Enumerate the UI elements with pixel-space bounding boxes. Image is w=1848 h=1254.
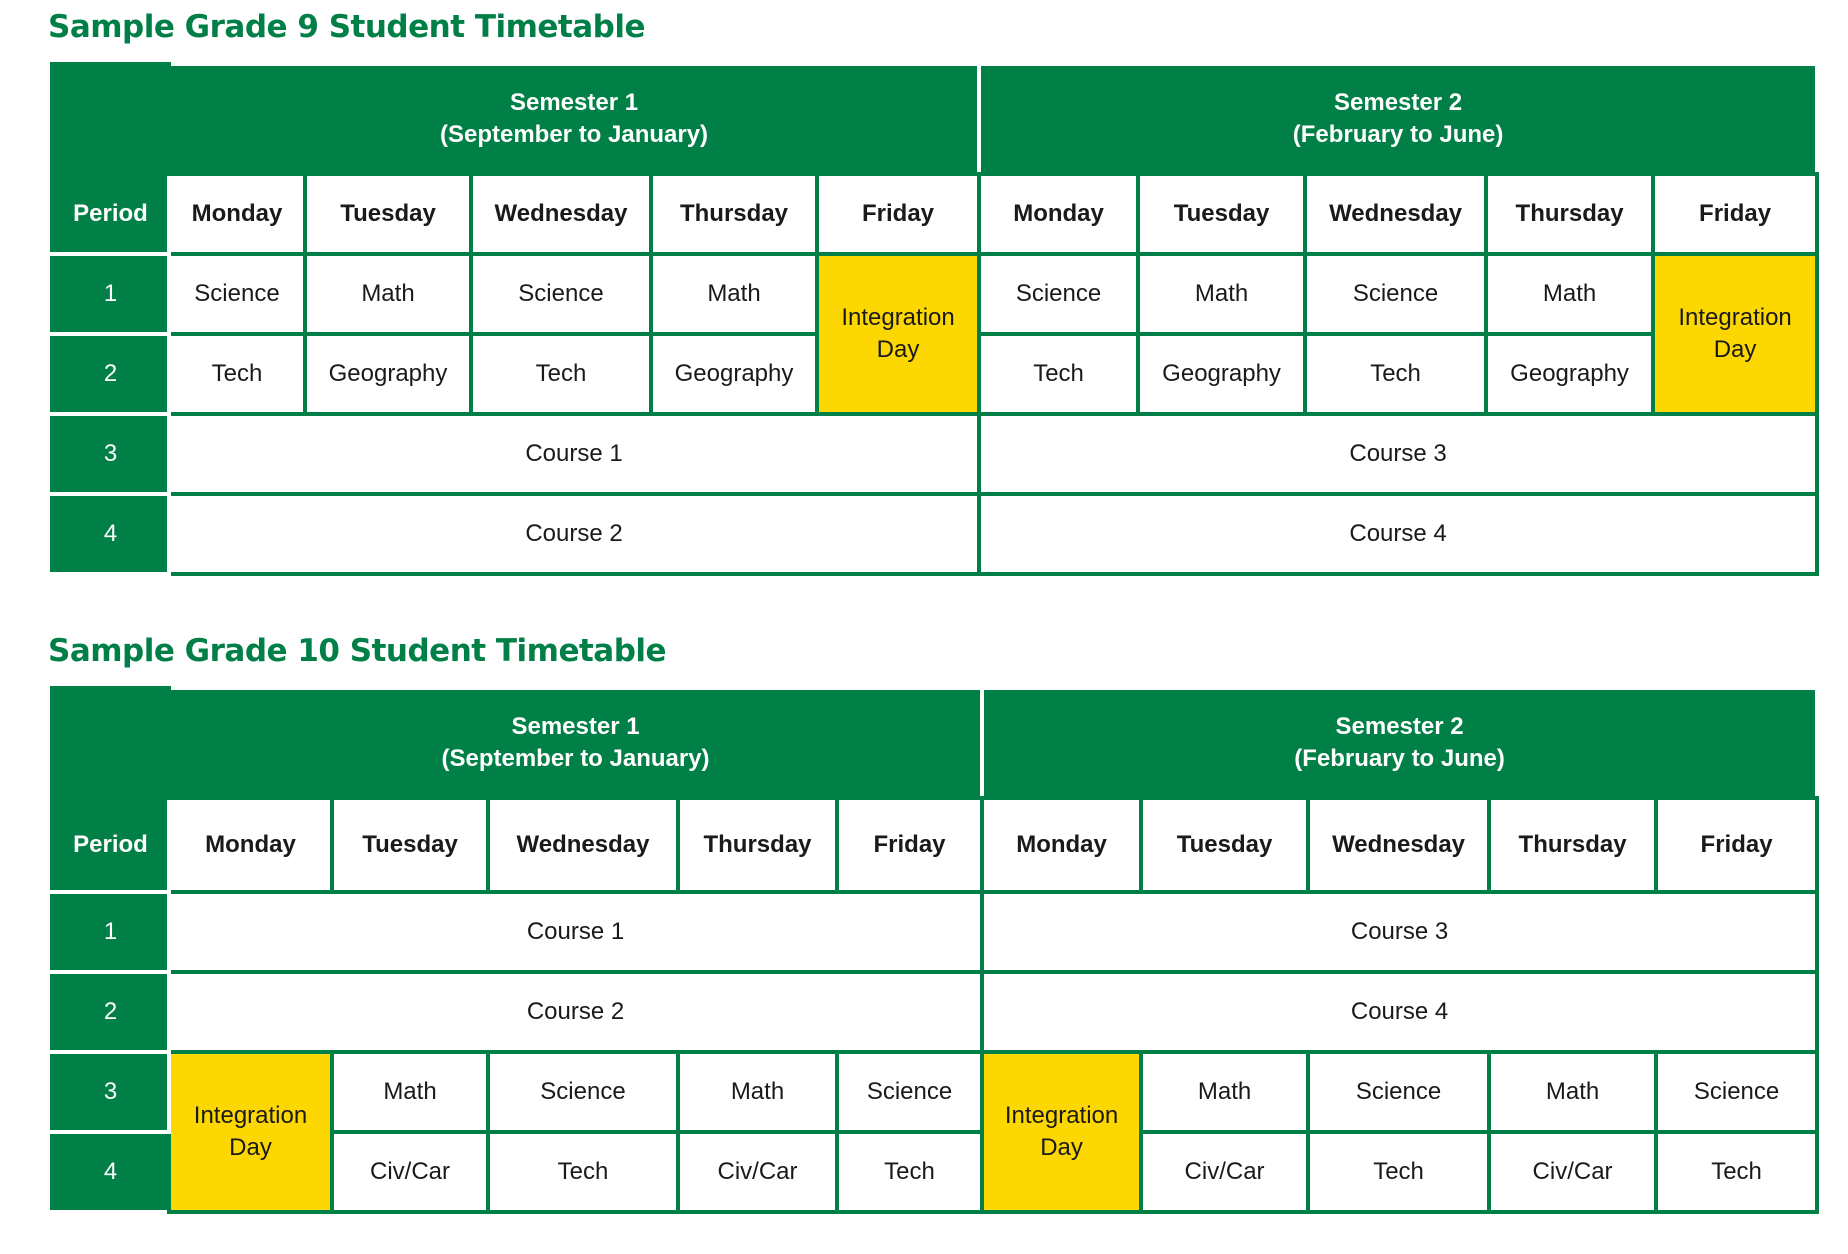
period-row-4 <box>52 494 1817 574</box>
day-header: Friday <box>837 798 982 892</box>
grade9-timetable <box>50 62 1819 576</box>
period-number: 1 <box>52 254 169 334</box>
period-number: 4 <box>52 494 169 574</box>
integration-label: Integration <box>1678 303 1792 331</box>
class-cell: Tech <box>1305 334 1486 414</box>
class-cell: Tech <box>837 1132 982 1212</box>
class-cell: Science <box>471 254 651 334</box>
class-cell: Science <box>837 1052 982 1132</box>
class-cell: Civ/Car <box>332 1132 488 1212</box>
period-row-2 <box>52 972 1817 1052</box>
integration-label: Day <box>876 336 920 363</box>
day-header: Tuesday <box>1138 174 1305 254</box>
course-cell: Course 3 <box>982 892 1817 972</box>
period-header: Period <box>52 174 169 254</box>
class-cell: Math <box>678 1052 837 1132</box>
semester2-name: Semester 2 <box>1334 88 1463 116</box>
course-cell: Course 1 <box>169 892 982 972</box>
integration-day-cell <box>817 254 979 414</box>
period-row-3 <box>52 1052 1817 1132</box>
class-cell: Math <box>1141 1052 1308 1132</box>
class-cell: Science <box>488 1052 678 1132</box>
period-header: Period <box>52 798 169 892</box>
course-cell: Course 3 <box>979 414 1817 494</box>
class-cell: Civ/Car <box>678 1132 837 1212</box>
class-cell: Math <box>305 254 471 334</box>
semester1-header <box>169 64 979 174</box>
integration-day-cell <box>982 1052 1141 1212</box>
semester2-months: (February to June) <box>1292 121 1504 148</box>
course-cell: Course 4 <box>979 494 1817 574</box>
day-header-row <box>52 174 1817 254</box>
class-cell: Tech <box>979 334 1138 414</box>
class-cell: Geography <box>651 334 817 414</box>
integration-label: Day <box>229 1134 272 1161</box>
day-header: Tuesday <box>332 798 488 892</box>
class-cell: Tech <box>1308 1132 1489 1212</box>
day-header: Friday <box>1656 798 1817 892</box>
day-header: Tuesday <box>1141 798 1308 892</box>
integration-label: Integration <box>1004 1101 1119 1129</box>
class-cell: Science <box>1308 1052 1489 1132</box>
grade10-timetable <box>50 686 1819 1214</box>
course-cell: Course 2 <box>169 494 979 574</box>
day-header: Thursday <box>651 174 817 254</box>
semester2-header <box>979 64 1817 174</box>
corner-cell <box>52 688 169 798</box>
day-header: Thursday <box>1486 174 1653 254</box>
class-cell: Math <box>1486 254 1653 334</box>
period-row-1 <box>52 892 1817 972</box>
day-header: Friday <box>1653 174 1817 254</box>
day-header: Monday <box>979 174 1138 254</box>
day-header: Monday <box>169 798 332 892</box>
class-cell: Tech <box>169 334 305 414</box>
day-header: Monday <box>169 174 305 254</box>
semester1-name: Semester 1 <box>509 88 639 116</box>
period-number: 4 <box>52 1132 169 1212</box>
grade9-title: Sample Grade 9 Student Timetable <box>48 9 645 45</box>
course-cell: Course 4 <box>982 972 1817 1052</box>
semester2-months: (February to June) <box>1294 745 1505 772</box>
class-cell: Tech <box>471 334 651 414</box>
day-header-row <box>52 798 1817 892</box>
semester-header-row <box>52 64 1817 174</box>
semester-header-row <box>52 688 1817 798</box>
period-number: 2 <box>52 334 169 414</box>
period-number: 3 <box>52 1052 169 1132</box>
period-row-3 <box>52 414 1817 494</box>
class-cell: Math <box>651 254 817 334</box>
semester1-header <box>169 688 982 798</box>
integration-label: Day <box>1040 1134 1083 1161</box>
day-header: Thursday <box>678 798 837 892</box>
class-cell: Geography <box>1486 334 1653 414</box>
day-header: Tuesday <box>305 174 471 254</box>
integration-day-cell <box>169 1052 332 1212</box>
class-cell: Tech <box>488 1132 678 1212</box>
semester2-header <box>982 688 1817 798</box>
day-header: Wednesday <box>471 174 651 254</box>
class-cell: Math <box>1138 254 1305 334</box>
course-cell: Course 1 <box>169 414 979 494</box>
integration-day-cell <box>1653 254 1817 414</box>
course-cell: Course 2 <box>169 972 982 1052</box>
day-header: Thursday <box>1489 798 1656 892</box>
day-header: Wednesday <box>1308 798 1489 892</box>
period-number: 1 <box>52 892 169 972</box>
day-header: Wednesday <box>488 798 678 892</box>
class-cell: Geography <box>305 334 471 414</box>
day-header: Monday <box>982 798 1141 892</box>
semester1-name: Semester 1 <box>511 712 640 740</box>
integration-label: Day <box>1713 336 1757 363</box>
period-number: 2 <box>52 972 169 1052</box>
class-cell: Science <box>1656 1052 1817 1132</box>
class-cell: Math <box>332 1052 488 1132</box>
class-cell: Science <box>169 254 305 334</box>
corner-cell <box>52 64 169 174</box>
day-header: Wednesday <box>1305 174 1486 254</box>
class-cell: Civ/Car <box>1141 1132 1308 1212</box>
period-row-1 <box>52 254 1817 334</box>
semester2-name: Semester 2 <box>1335 712 1464 740</box>
semester1-months: (September to January) <box>441 745 710 772</box>
semester1-months: (September to January) <box>439 121 709 148</box>
integration-label: Integration <box>841 303 955 331</box>
class-cell: Geography <box>1138 334 1305 414</box>
period-number: 3 <box>52 414 169 494</box>
day-header: Friday <box>817 174 979 254</box>
class-cell: Science <box>979 254 1138 334</box>
integration-label: Integration <box>193 1101 308 1129</box>
class-cell: Math <box>1489 1052 1656 1132</box>
grade10-title: Sample Grade 10 Student Timetable <box>48 633 667 669</box>
class-cell: Civ/Car <box>1489 1132 1656 1212</box>
class-cell: Science <box>1305 254 1486 334</box>
class-cell: Tech <box>1656 1132 1817 1212</box>
